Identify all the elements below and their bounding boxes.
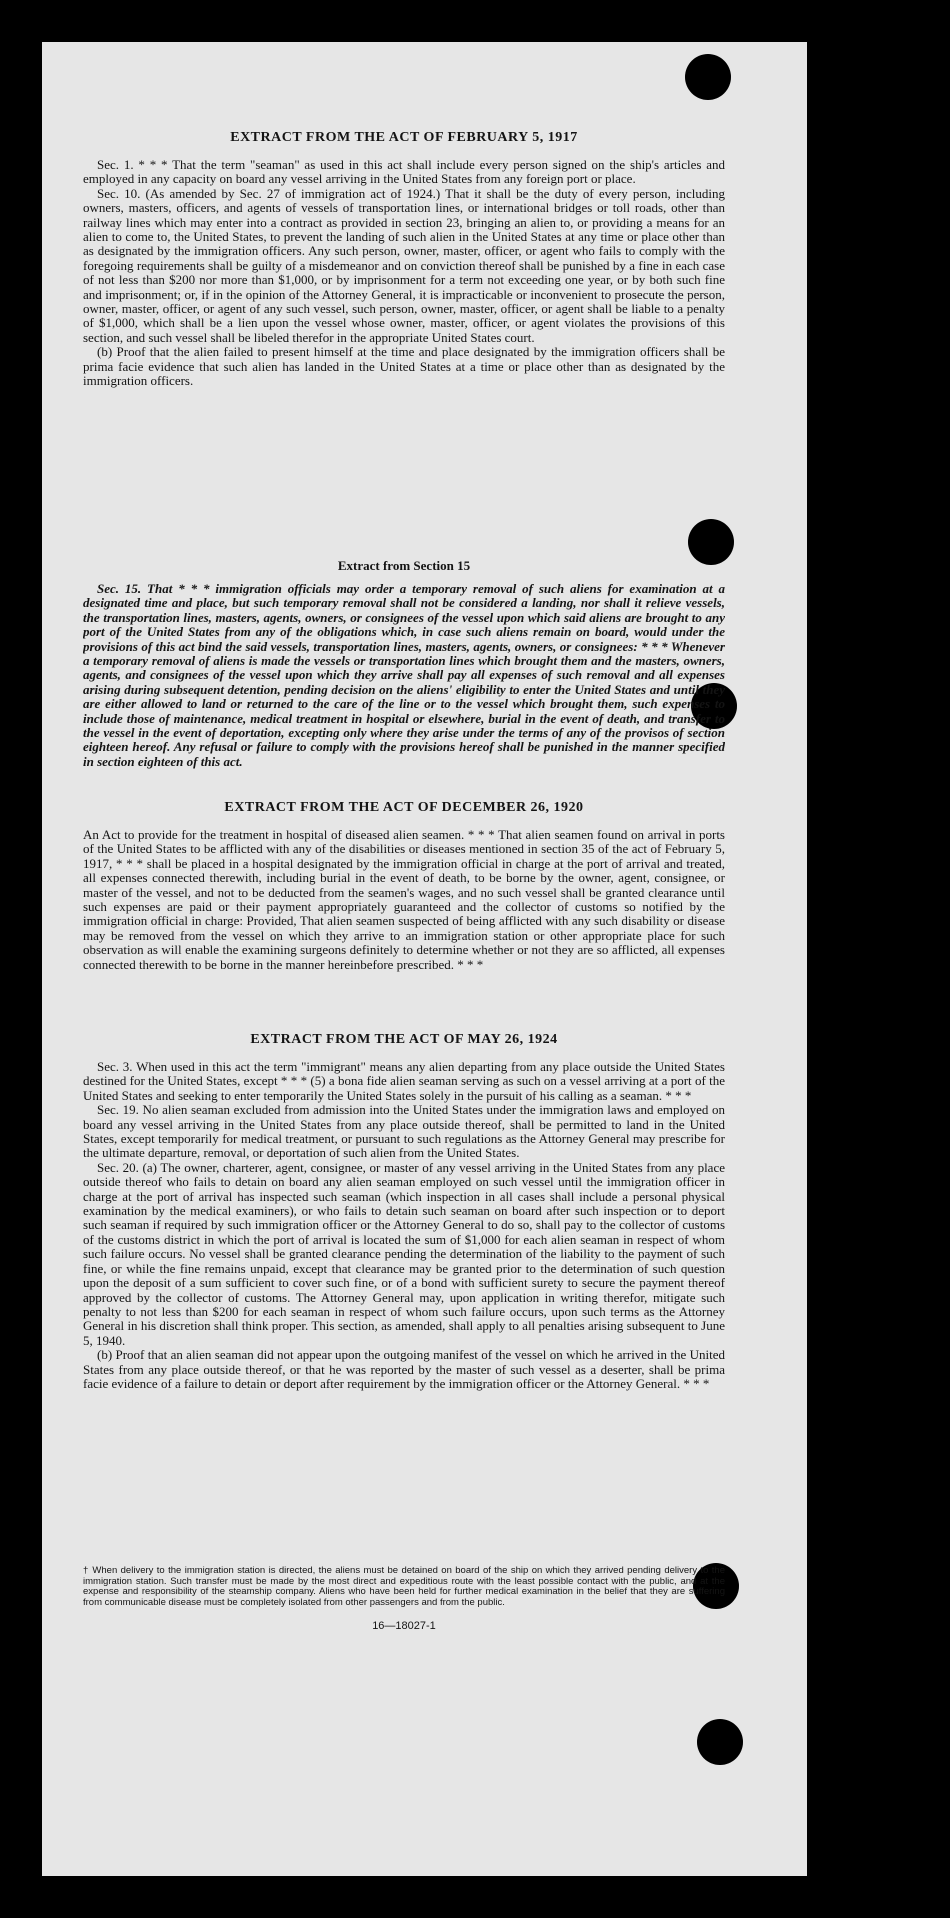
form-code: 16—18027-1: [372, 1620, 436, 1633]
section-heading: EXTRACT FROM THE ACT OF FEBRUARY 5, 1917: [230, 130, 578, 145]
section-heading: Extract from Section 15: [337, 558, 471, 573]
paragraph: Sec. 15. That * * * immigration officials may order a temporary removal of such aliens for examination at a designated time and place, but such temporary removal shall not be considered a landing, nor shall it relieve vessels, the transportation lines, masters, agents, owners, or consignees of the vessel upon which said aliens are brought to any port of the United States from any of the obligations which, in case such aliens remain on board, would under the provisions of this act bind the said vessels, transportation lines, masters, agents, owners, or consignees: * * * Whenever a temporary removal of aliens is made the vessels or transportation lines which brought them and the masters, owners, agents, and consignees of the vessel upon which they arrive shall pay all expenses of such removal and all expenses arising during subsequent detention, pending decision on the aliens' eligibility to enter the United States and until they are either allowed to land or returned to the care of the line or to the vessel which brought them, such expenses to include those of maintenance, medical treatment in hospital or elsewhere, burial in the event of death, and transfer to the vessel in the event of deportation, excepting only where they arise under the terms of any of the provisos of section eighteen hereof. Any refusal or failure to comply with the provisions hereof shall be punished in the manner specified in section eighteen of this act.: [83, 581, 725, 769]
paragraph: An Act to provide for the treatment in hospital of diseased alien seamen. * * * That alien seamen found on arrival in ports of the United States to be afflicted with any of the disabilities or diseases mentioned in section 35 of the act of February 5, 1917, * * * shall be placed in a hospital designated by the immigration official in charge at the port of arrival and treated, all expenses connected therewith, including burial in the event of death, to be borne by the owner, agent, consignee, or master of the vessel, and not to be deducted from the seamen's wages, and no such vessel shall be granted clearance until such expenses are paid or their payment appropriately guaranteed and the collector of customs so notified by the immigration official in charge: Provided, That alien seamen suspected of being afflicted with any such disability or disease may be removed from the vessel on which they arrive to an immigration station or other appropriate place for such observation as will enable the examining surgeons definitely to determine whether or not they are so afflicted, all expenses connected therewith to be borne in the manner hereinbefore prescribed. * * *: [83, 827, 725, 972]
section-heading: EXTRACT FROM THE ACT OF DECEMBER 26, 1920: [224, 800, 584, 815]
section-15-extract: [83, 548, 725, 786]
section-heading: EXTRACT FROM THE ACT OF MAY 26, 1924: [250, 1032, 558, 1047]
section-act-1920: [83, 800, 725, 1032]
section-act-1917: [83, 130, 725, 548]
paragraph: Sec. 3. When used in this act the term "immigrant" means any alien departing from any place outside the United States destined for the United States, except * * * (5) a bona fide alien seaman serving as such on a vessel arriving at a port of the United States and seeking to enter temporarily the United States solely in the pursuit of his calling as a seaman. * * *: [83, 1059, 725, 1103]
punch-hole: [697, 1719, 743, 1765]
paragraph: Sec. 20. (a) The owner, charterer, agent, consignee, or master of any vessel arriving in the United States from any place outside thereof who fails to detain on board any alien seaman employed on such vessel until the immigration officer in charge at the port of arrival has inspected such seaman (which inspection in all cases shall include a personal physical examination by the medical examiners), or who fails to detain such seaman on board after such inspection or to deport such seaman if required by such immigration officer or the Attorney General to do so, shall pay to the collector of customs of the customs district in which the port of arrival is located the sum of $1,000 for each alien seaman in respect of whom such failure occurs. No vessel shall be granted clearance pending the determination of the liability to the payment of such fine, or while the fine remains unpaid, except that clearance may be granted prior to the determination of such question upon the deposit of a sum sufficient to cover such fine, or of a bond with sufficient surety to secure the payment thereof approved by the collector of customs. The Attorney General may, upon application in writing therefor, mitigate such penalty to not less than $200 for each seaman in respect of whom such failure occurs, upon such terms as the Attorney General in his discretion shall think proper. This section, as amended, shall apply to all penalties arising subsequent to June 5, 1940.: [83, 1159, 725, 1348]
paragraph: (b) Proof that the alien failed to present himself at the time and place designated by the immigration officers shall be prima facie evidence that such alien has landed in the United States at a time or place other than as designated by the immigration officers.: [83, 344, 725, 389]
paragraph: (b) Proof that an alien seaman did not appear upon the outgoing manifest of the vessel on which he arrived in the United States from any place outside thereof, or that he was reported by the master of such vessel as a deserter, shall be prima facie evidence of a failure to detain or deport after requirement by the immigration officer or the Attorney General. * * *: [83, 1347, 725, 1391]
paragraph: Sec. 19. No alien seaman excluded from admission into the United States under the immigration laws and employed on board any vessel arriving in the United States from any place outside thereof, shall be permitted to land in the United States, except temporarily for medical treatment, or pursuant to such regulations as the Attorney General may prescribe for the ultimate departure, removal, or deportation of such alien from the United States.: [83, 1102, 725, 1161]
punch-hole: [685, 54, 731, 100]
footnote: [83, 1566, 725, 1608]
section-act-1924: [83, 1032, 725, 1552]
paragraph: Sec. 10. (As amended by Sec. 27 of immigration act of 1924.) That it shall be the duty of every person, including owners, masters, officers, and agents of vessels of transportation lines, or international bridges or toll roads, other than railway lines which may enter into a contract as provided in section 23, bringing an alien to, or providing a means for an alien to come to, the United States, to prevent the landing of such alien in the United States at any time or place other than as designated by the immigration officers. Any such person, owner, master, officer, or agent who fails to comply with the foregoing requirements shall be guilty of a misdemeanor and on conviction thereof shall be punished by a fine in each case of not less than $200 nor more than $1,000, or by imprisonment for a term not exceeding one year, or by both such fine and imprisonment; or, if in the opinion of the Attorney General, it is impracticable or inconvenient to prosecute the person, owner, master, officer, or agent of any such vessel, such person, owner, master, officer, or agent shall be liable to a penalty of $1,000, which shall be a lien upon the vessel whose owner, master, officer, or agent violates the provisions of this section, and such vessel shall be libeled therefor in the appropriate United States court.: [83, 185, 725, 345]
document-content: [83, 130, 725, 1632]
paragraph: Sec. 1. * * * That the term "seaman" as used in this act shall include every person signed on the ship's articles and employed in any capacity on board any vessel arriving in the United States from any foreign port or place.: [83, 157, 725, 187]
footnote-text: † When delivery to the immigration station is directed, the aliens must be detained on board of the ship on which they arrived pending delivery to the immigration station. Such transfer must be made by the most direct and expeditious route with the least possible contact with the public, and at the expense and responsibility of the steamship company. Aliens who have been held for further medical examination in the belief that they are suffering from communicable disease must be completely isolated from other passengers and from the public.: [83, 1565, 725, 1608]
